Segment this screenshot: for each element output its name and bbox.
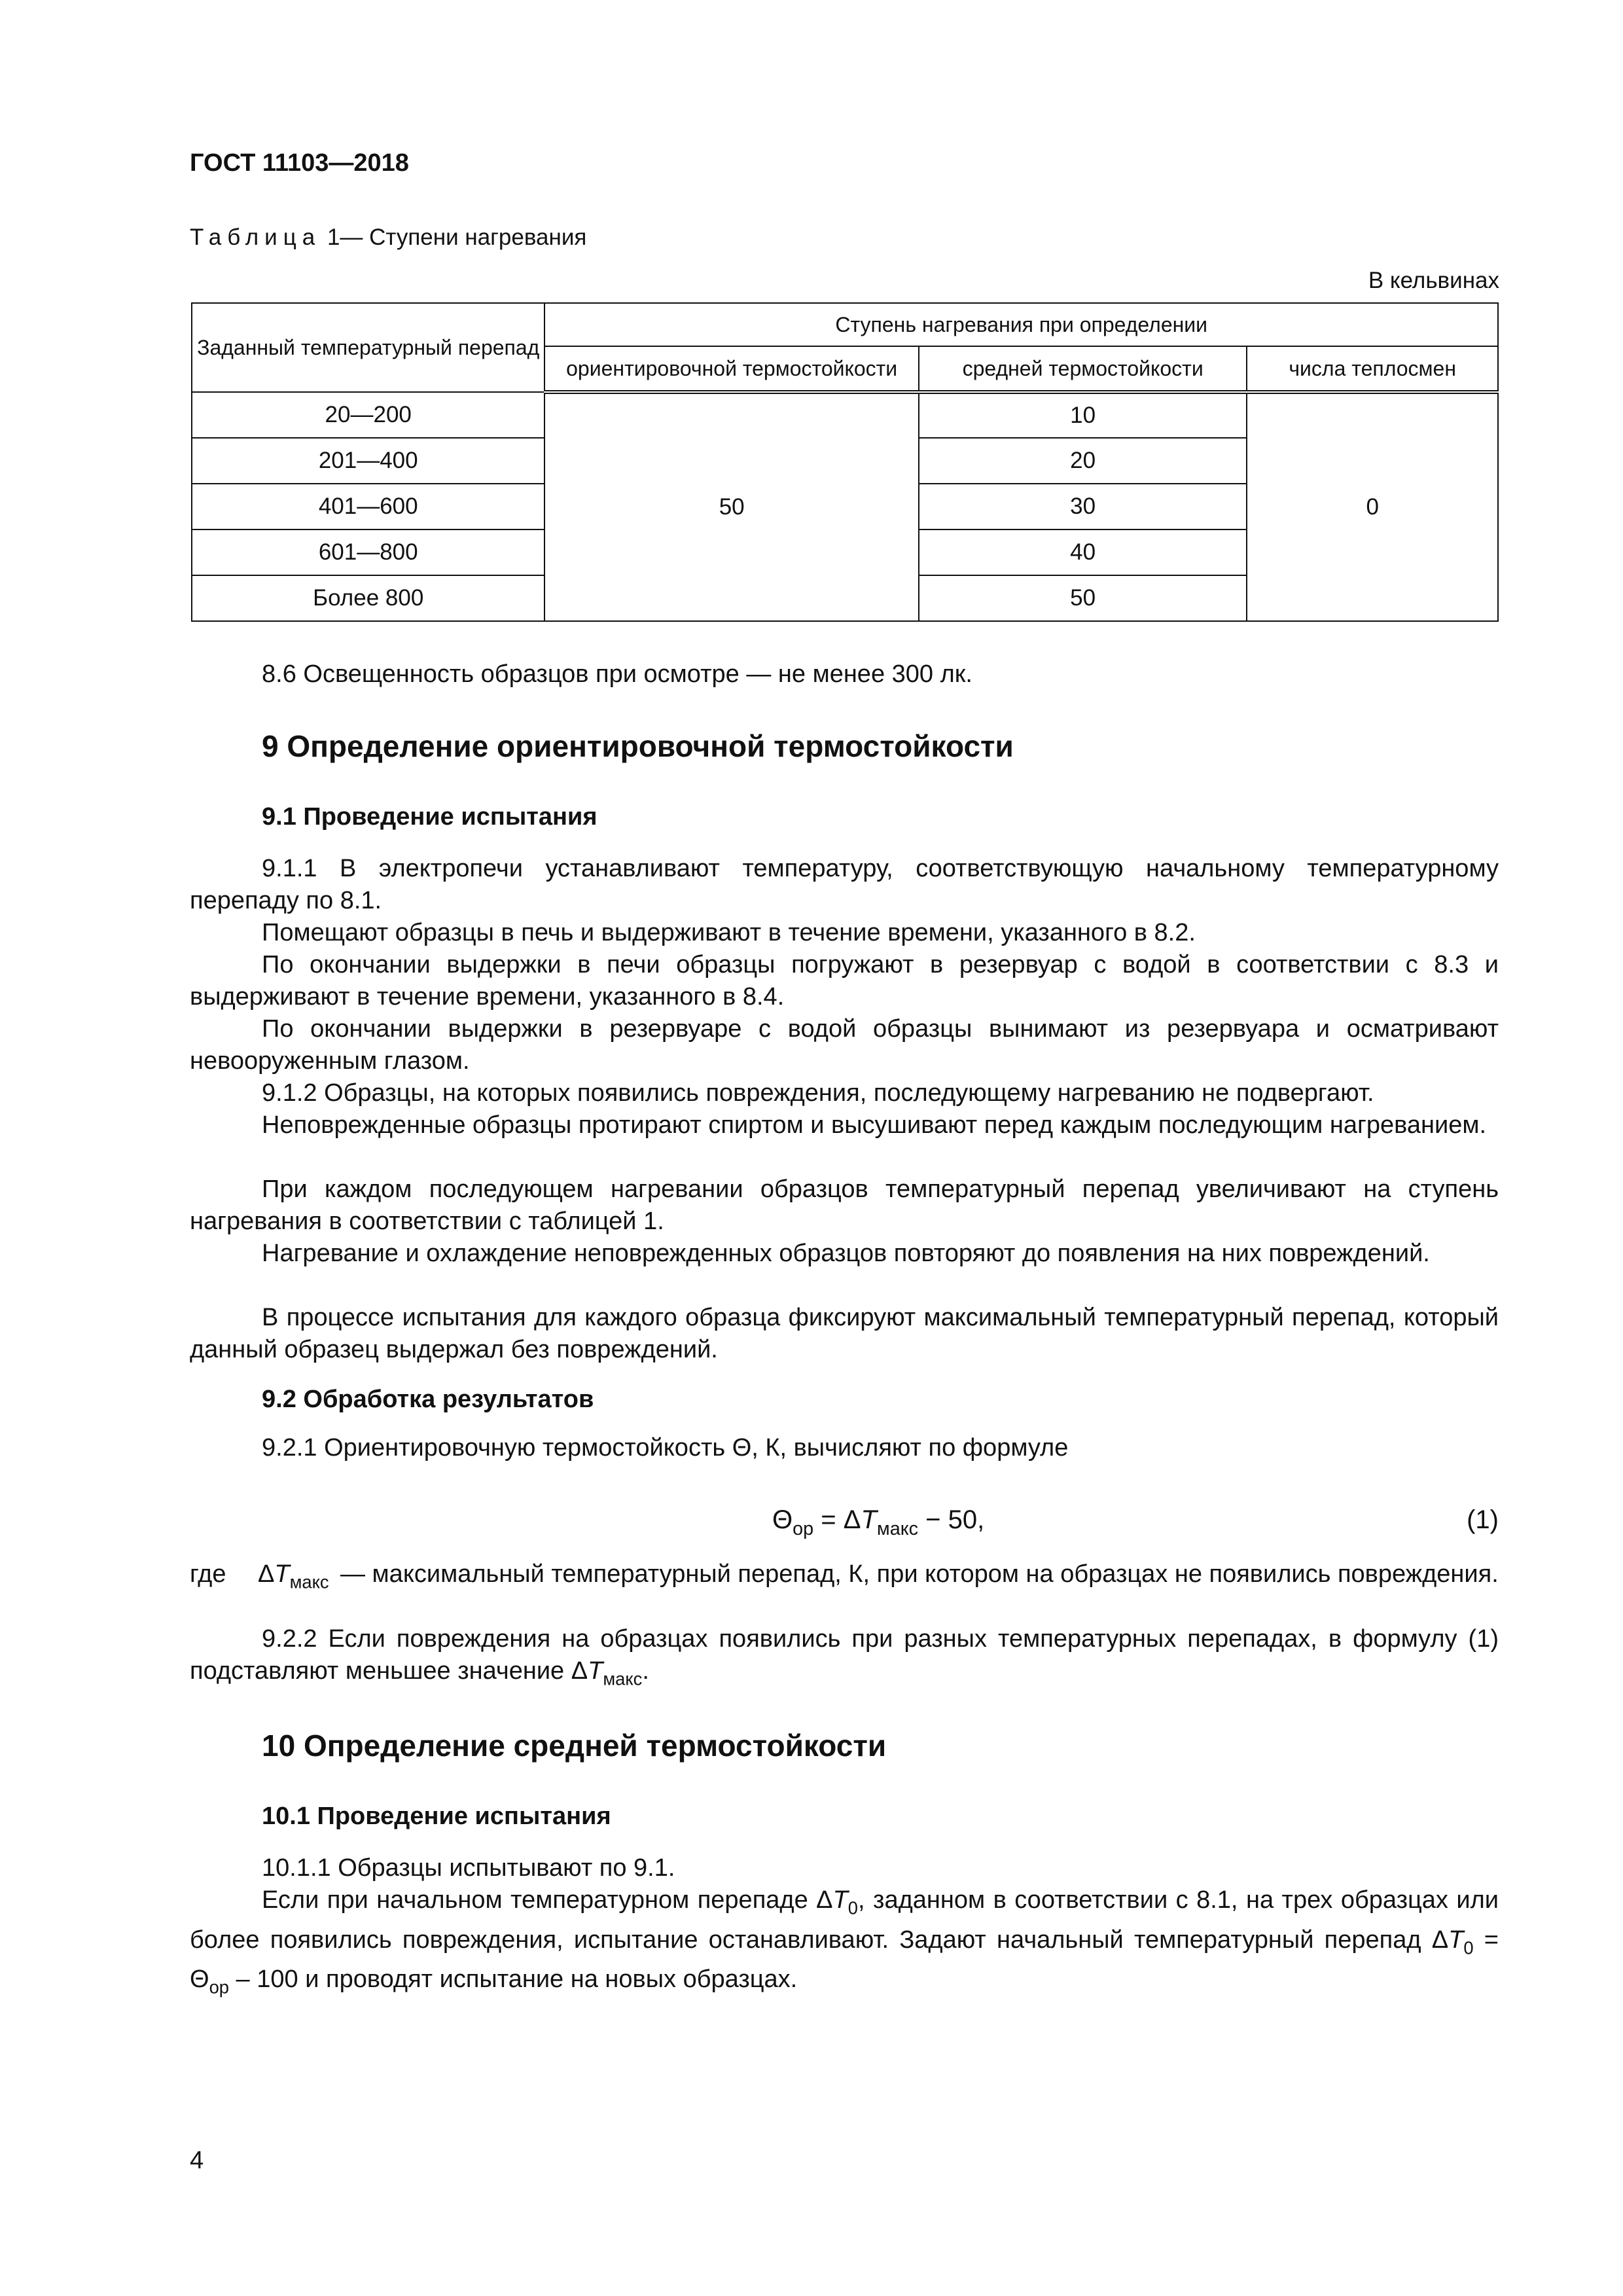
paragraph-9-1-1: 9.1.1 В электропечи устанавливают температуру, соответствующую начальному температурному перепаду по 8.1. — [190, 855, 1499, 914]
table-cell-range: 20—200 — [192, 392, 544, 438]
table-cell-mean: 30 — [919, 484, 1247, 529]
document-header: ГОСТ 11103—2018 — [190, 149, 409, 177]
table-cell-mean: 40 — [919, 529, 1247, 575]
where-definition: — максимальный температурный перепад, К, при котором на образцах не появились повреждения. — [340, 1560, 1499, 1588]
formula-1 — [772, 1505, 984, 1540]
paragraph-9-1-1b: Помещают образцы в печь и выдерживают в течение времени, указанного в 8.2. — [262, 919, 1196, 946]
table-header-row — [192, 303, 1498, 346]
paragraph-10-1-1b-b: , заданном в соответствии с 8.1, на трех образцах или более появились повреждения, испытание останавливают. Задают начальный температурный перепад Δ — [190, 1886, 1499, 1954]
where-label: где — [190, 1560, 226, 1588]
formula-var: T — [861, 1505, 877, 1534]
formula-number: (1) — [1467, 1505, 1499, 1534]
table-cell-approx: 50 — [544, 392, 918, 621]
where-delta: Δ — [258, 1560, 275, 1588]
paragraph-10-1-1b-var2: T — [1448, 1926, 1464, 1954]
paragraph-9-1-2e: В процессе испытания для каждого образца фиксируют максимальный температурный перепад, который данный образец выдержал без повреждений. — [190, 1304, 1499, 1363]
paragraph-10-1-1: 10.1.1 Образцы испытывают по 9.1. — [262, 1854, 675, 1882]
section-10-heading: 10 Определение средней термостойкости — [262, 1729, 887, 1763]
paragraph-9-1-2c: При каждом последующем нагревании образцов температурный перепад увеличивают на ступень нагревания в соответствии с таблицей 1. — [190, 1175, 1499, 1235]
page-number: 4 — [190, 2147, 204, 2174]
heating-steps-table — [191, 302, 1499, 622]
paragraph-9-1-2: 9.1.2 Образцы, на которых появились повреждения, последующему нагреванию не подвергают. — [262, 1079, 1374, 1107]
table-header-col1: Заданный температурный перепад — [192, 303, 544, 392]
paragraph-8-6: 8.6 Освещенность образцов при осмотре — не менее 300 лк. — [262, 660, 972, 688]
paragraph-9-2-1: 9.2.1 Ориентировочную термостойкость Θ, К, вычисляют по формуле — [262, 1434, 1069, 1462]
formula-mid: = Δ — [813, 1505, 861, 1534]
paragraph-9-2-2-var: T — [588, 1657, 603, 1685]
paragraph-10-1-1b — [190, 1884, 1499, 2003]
paragraph-9-2-2-end: . — [642, 1657, 649, 1685]
paragraph-10-1-1b-c: = Θ — [190, 1926, 1499, 1994]
table-cell-mean: 20 — [919, 438, 1247, 484]
table-units: В кельвинах — [1368, 268, 1499, 293]
paragraph-9-1-2b: Неповрежденные образцы протирают спиртом и высушивают перед каждым последующим нагреванием. — [262, 1111, 1487, 1139]
table-cell-range: 201—400 — [192, 438, 544, 484]
table-cell-mean: 50 — [919, 575, 1247, 621]
table-row — [192, 392, 1498, 438]
paragraph-10-1-1b-var: T — [832, 1886, 848, 1914]
paragraph-9-1-2d: Нагревание и охлаждение неповрежденных образцов повторяют до появления на них повреждений. — [262, 1240, 1430, 1267]
table-cell-range: Более 800 — [192, 575, 544, 621]
paragraph-10-1-1b-d: – 100 и проводят испытание на новых образцах. — [229, 1965, 798, 1994]
paragraph-9-2-2-sub: макс — [603, 1668, 643, 1689]
subsection-10-1-heading: 10.1 Проведение испытания — [262, 1803, 611, 1830]
section-9-heading: 9 Определение ориентировочной термостойкости — [262, 729, 1014, 763]
paragraph-9-2-2-text: 9.2.2 Если повреждения на образцах появились при разных температурных перепадах, в формулу (1) подставляют меньшее значение Δ — [190, 1625, 1499, 1685]
where-symbol — [258, 1558, 329, 1598]
table-subheader-approx: ориентировочной термостойкости — [544, 346, 918, 392]
table-header-group: Ступень нагревания при определении — [544, 303, 1498, 346]
table-caption-title: 1— Ступени нагревания — [321, 224, 587, 250]
paragraph-10-1-1b-sub: 0 — [847, 1897, 859, 1918]
formula-lhs-sub: ор — [793, 1518, 814, 1540]
table-cell-range: 601—800 — [192, 529, 544, 575]
table-caption — [190, 224, 586, 251]
table-subheader-cycles: числа теплосмен — [1247, 346, 1498, 392]
table-cell-range: 401—600 — [192, 484, 544, 529]
formula-var-sub: макс — [876, 1518, 919, 1540]
paragraph-9-1-1d: По окончании выдержки в резервуаре с водой образцы вынимают из резервуара и осматривают невооруженным глазом. — [190, 1015, 1499, 1075]
paragraph-10-1-1b-sub3: ор — [209, 1977, 229, 1998]
where-sub: макс — [289, 1571, 329, 1592]
table-cell-mean: 10 — [919, 392, 1247, 438]
formula-lhs: Θ — [772, 1505, 793, 1534]
table-caption-prefix: Таблица — [190, 224, 321, 250]
where-var: T — [274, 1560, 290, 1588]
paragraph-10-1-1b-a: Если при начальном температурном перепаде Δ — [262, 1886, 833, 1914]
paragraph-9-2-2 — [190, 1623, 1499, 1695]
formula-rhs: − 50, — [918, 1505, 985, 1534]
paragraph-9-1-1c: По окончании выдержки в печи образцы погружают в резервуар с водой в соответствии с 8.3 и выдерживают в течение времени, указанного в 8.4. — [190, 951, 1499, 1011]
paragraph-10-1-1b-sub2: 0 — [1463, 1937, 1474, 1958]
table-subheader-mean: средней термостойкости — [919, 346, 1247, 392]
table-cell-cycles: 0 — [1247, 392, 1498, 621]
subsection-9-2-heading: 9.2 Обработка результатов — [262, 1386, 594, 1413]
subsection-9-1-heading: 9.1 Проведение испытания — [262, 803, 597, 831]
